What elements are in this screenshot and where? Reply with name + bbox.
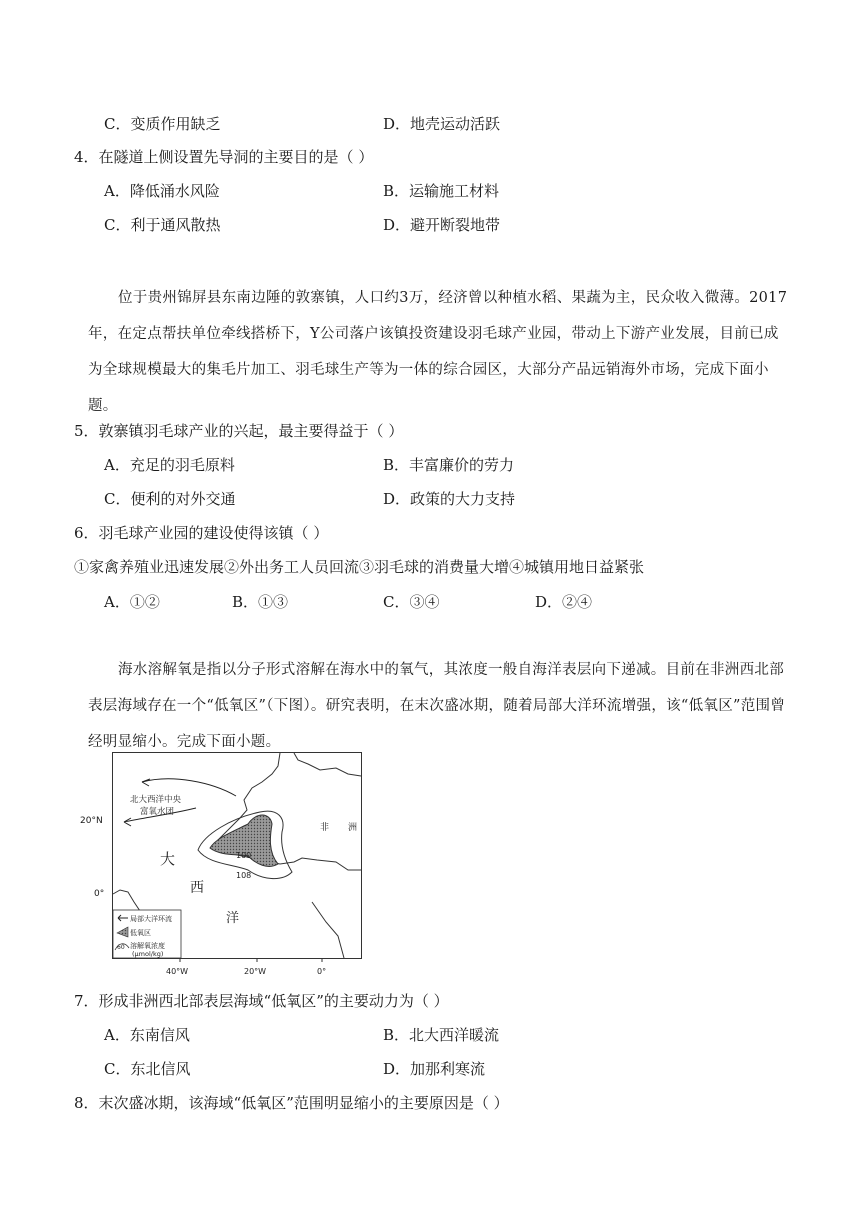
africa-label-1: 非 bbox=[320, 823, 330, 833]
q7-stem: 7．形成非洲西北部表层海域“低氧区”的主要动力为（ ） bbox=[74, 992, 449, 1010]
lat-label-20n-outer: 20°N bbox=[80, 816, 103, 826]
q6-items: ①家禽养殖业迅速发展②外出务工人员回流③羽毛球的消费量大增④城镇用地日益紧张 bbox=[74, 558, 645, 576]
q3-option-d: D．地壳运动活跃 bbox=[383, 115, 501, 133]
isoline-label-108: 108 bbox=[236, 871, 252, 880]
q7-option-b: B．北大西洋暖流 bbox=[383, 1026, 500, 1044]
q6-option-d: D．②④ bbox=[535, 593, 593, 611]
q5-option-d: D．政策的大力支持 bbox=[383, 490, 516, 508]
lon-label-0: 0° bbox=[317, 967, 327, 976]
passage-badminton: 位于贵州锦屏县东南边陲的敦寨镇，人口约3万，经济曾以种植水稻、果蔬为主，民众收入微薄。2017年，在定点帮扶单位牵线搭桥下，Y公司落户该镇投资建设羽毛球产业园，带动上下游产业发展，目前已成为全球规模最大的集毛片加工、羽毛球生产等为一体的综合园区，大部分产品远销海外市场，完成下面小题。 bbox=[88, 290, 788, 414]
atlantic-label-1: 大 bbox=[160, 850, 176, 868]
q4-stem: 4．在隧道上侧设置先导洞的主要目的是（ ） bbox=[74, 148, 374, 166]
q4-option-a: A．降低涌水风险 bbox=[104, 182, 220, 200]
oxygen-map-figure bbox=[112, 752, 362, 980]
water-mass-label-2: 富氧水团 bbox=[140, 807, 175, 817]
q4-option-d: D．避开断裂地带 bbox=[383, 216, 501, 234]
passage-oxygen: 海水溶解氧是指以分子形式溶解在海水中的氧气，其浓度一般自海洋表层向下递减。目前在非洲西北部表层海域存在一个“低氧区”（下图）。研究表明，在末次盛冰期，随着局部大洋环流增强，该“低氧区”范围曾经明显缩小。完成下面小题。 bbox=[88, 662, 786, 750]
isoline-label-100: 100 bbox=[236, 851, 252, 860]
q4-option-c: C．利于通风散热 bbox=[104, 216, 221, 234]
lon-label-40w: 40°W bbox=[166, 967, 189, 976]
lon-label-20w: 20°W bbox=[244, 967, 267, 976]
legend-iso-value: 60 bbox=[117, 944, 125, 951]
legend-iso-label: 溶解氧浓度 bbox=[130, 942, 165, 950]
q5-option-c: C．便利的对外交通 bbox=[104, 490, 236, 508]
q7-option-d: D．加那利寒流 bbox=[383, 1060, 486, 1078]
q5-stem: 5．敦寨镇羽毛球产业的兴起，最主要得益于（ ） bbox=[74, 422, 404, 440]
atlantic-label-3: 洋 bbox=[226, 911, 240, 926]
q3-option-c: C．变质作用缺乏 bbox=[104, 115, 221, 133]
q6-option-c: C．③④ bbox=[383, 593, 440, 611]
q7-option-a: A．东南信风 bbox=[104, 1026, 190, 1044]
legend-unit: (μmol/kg) bbox=[132, 950, 164, 958]
q8-stem: 8．末次盛冰期，该海域“低氧区”范围明显缩小的主要原因是（ ） bbox=[74, 1094, 509, 1112]
q6-option-b: B．①③ bbox=[232, 593, 289, 611]
q7-option-c: C．东北信风 bbox=[104, 1060, 191, 1078]
water-mass-label-1: 北大西洋中央 bbox=[130, 795, 182, 805]
q5-option-a: A．充足的羽毛原料 bbox=[104, 456, 235, 474]
lat-label-0-outer: 0° bbox=[94, 889, 105, 899]
legend-current-label: 局部大洋环流 bbox=[130, 915, 172, 923]
q6-option-a: A．①② bbox=[104, 593, 160, 611]
legend-low-label: 低氧区 bbox=[130, 929, 151, 937]
atlantic-label-2: 西 bbox=[190, 880, 204, 896]
q5-option-b: B．丰富廉价的劳力 bbox=[383, 456, 515, 474]
q6-stem: 6．羽毛球产业园的建设使得该镇（ ） bbox=[74, 524, 329, 542]
africa-label-2: 洲 bbox=[348, 823, 358, 833]
q4-option-b: B．运输施工材料 bbox=[383, 182, 500, 200]
